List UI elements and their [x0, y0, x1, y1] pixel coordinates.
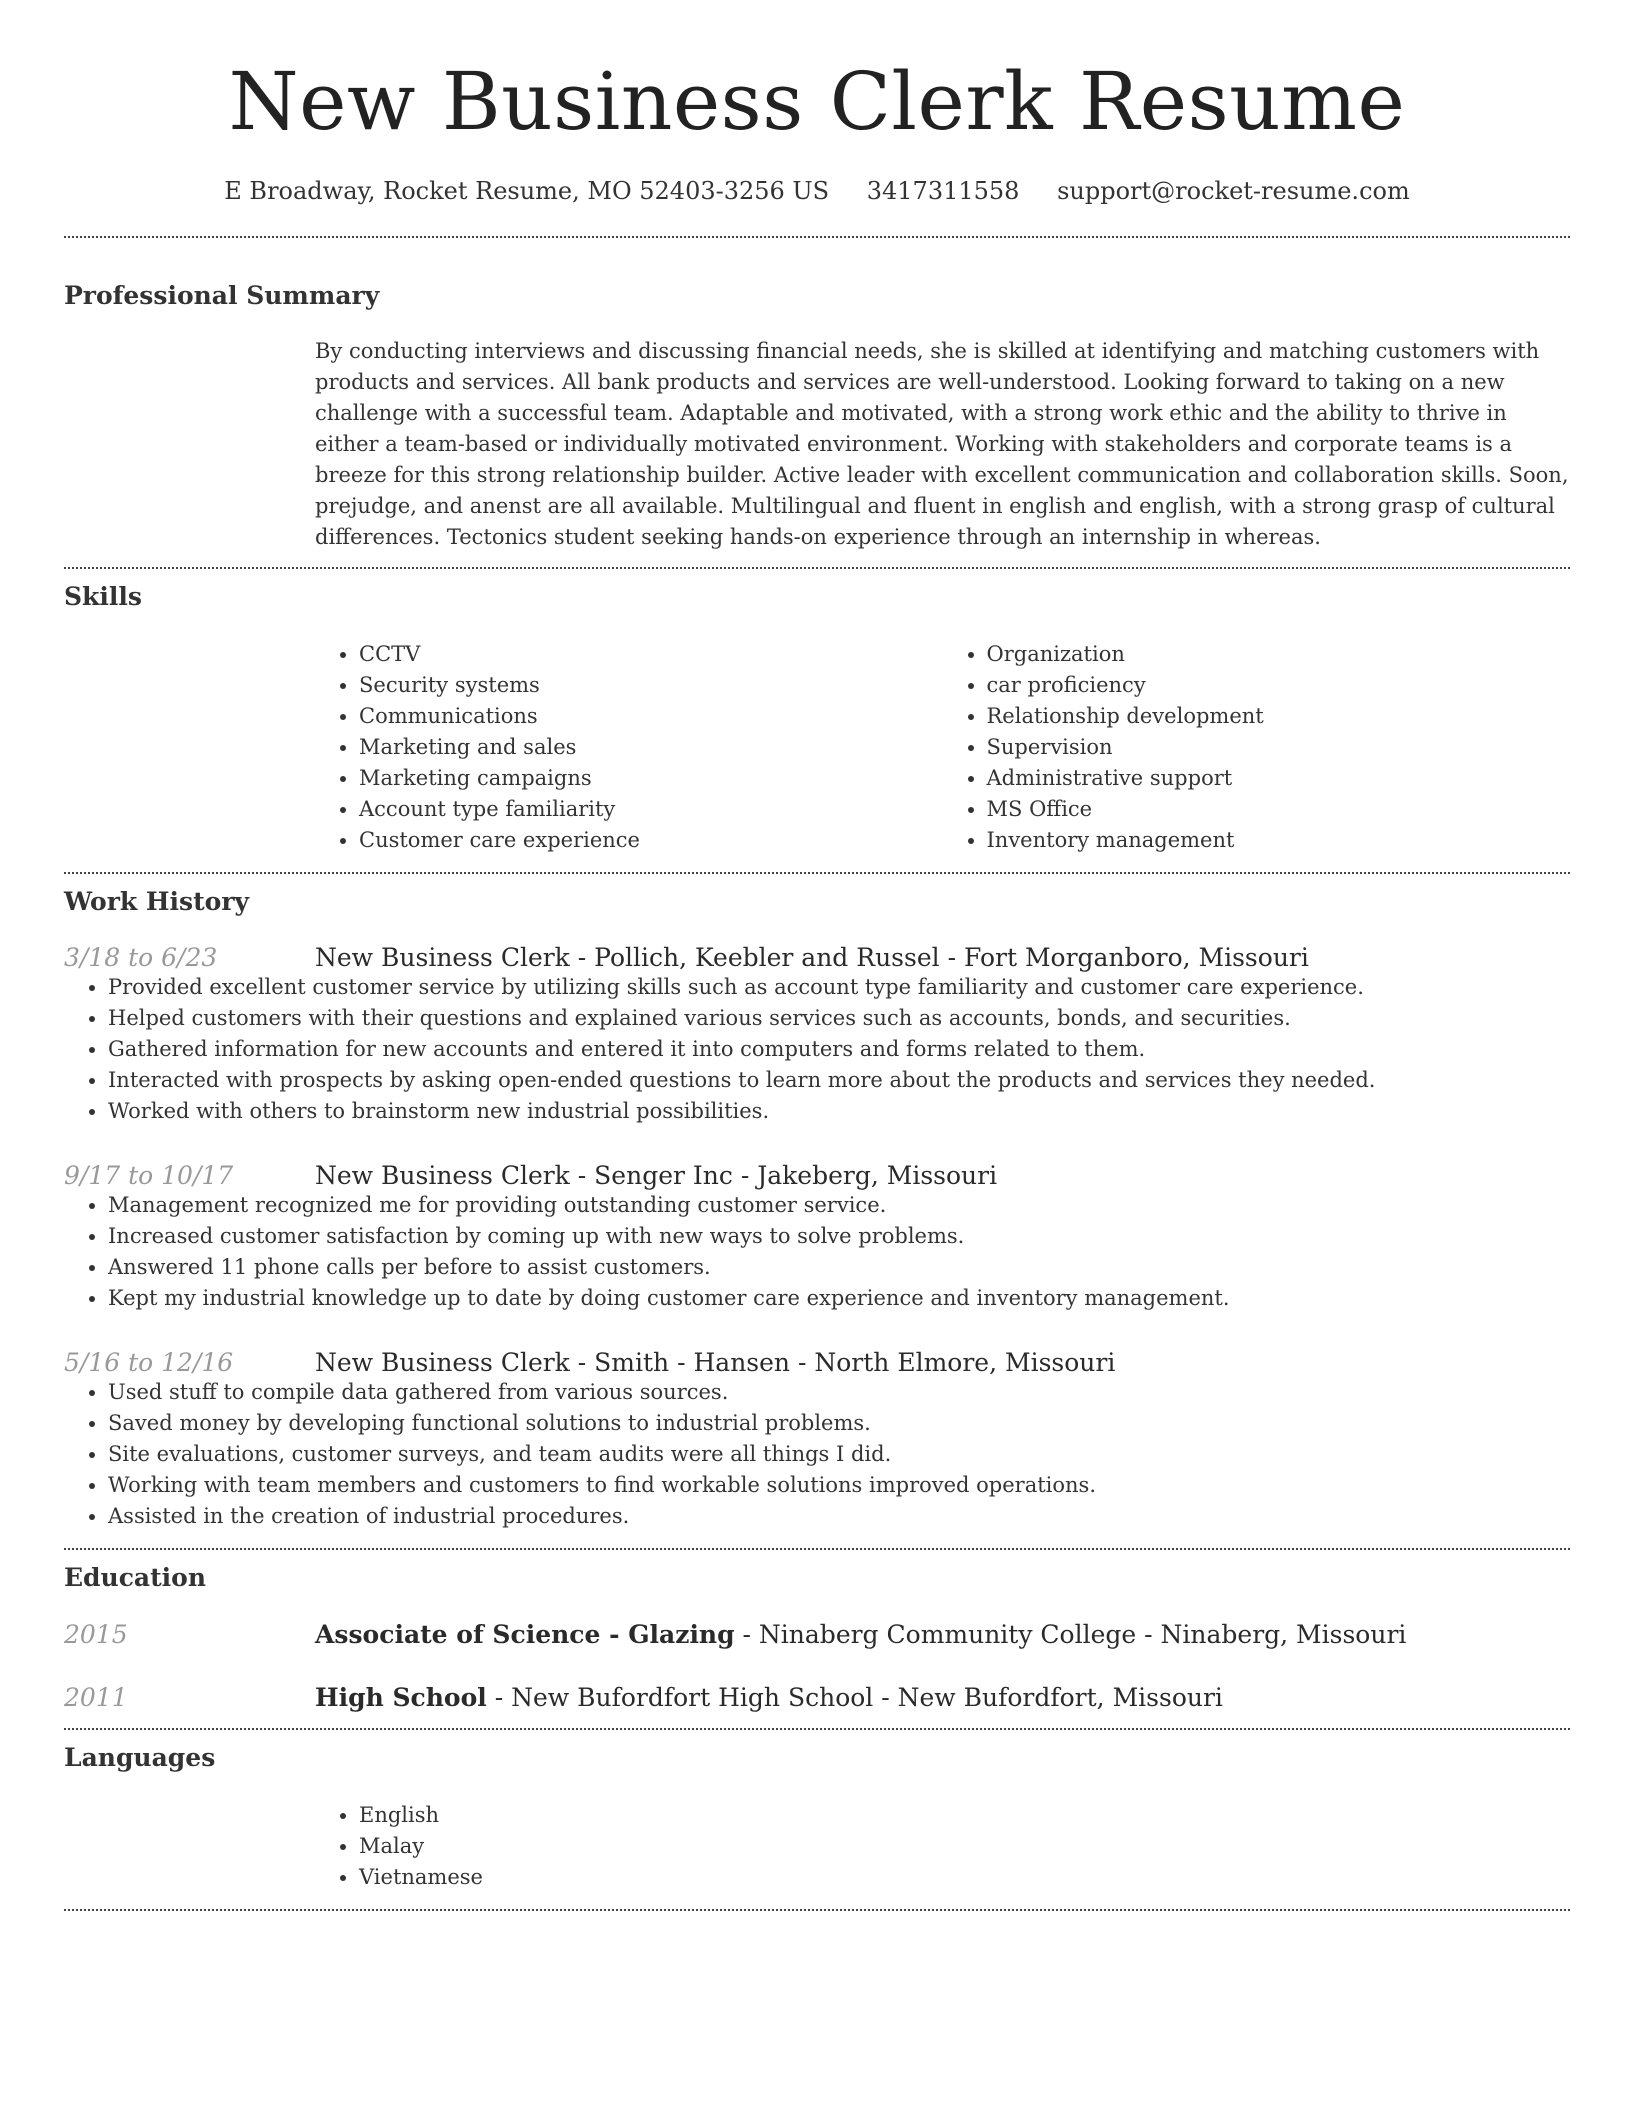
address-text: E Broadway, Rocket Resume, MO 52403-3256 US: [224, 177, 830, 205]
education-detail: [315, 1683, 1223, 1712]
job-bullet: • Kept my industrial knowledge up to date by doing customer care experience and inventory management.: [108, 1283, 1570, 1314]
skill-item: • Marketing and sales: [359, 732, 943, 763]
education-institution: - New Bufordfort High School - New Bufordfort, Missouri: [486, 1683, 1223, 1712]
skill-item: • Customer care experience: [359, 825, 943, 856]
skill-item: • Marketing campaigns: [359, 763, 943, 794]
job-bullet: • Management recognized me for providing outstanding customer service.: [108, 1190, 1570, 1221]
job-bullets: [64, 1190, 1570, 1314]
job-dates: 5/16 to 12/16: [64, 1348, 234, 1377]
job-bullet: • Helped customers with their questions and explained various services such as accounts, bonds, and securities.: [108, 1003, 1570, 1034]
job-bullets: [64, 1377, 1570, 1532]
job-bullet: • Interacted with prospects by asking open-ended questions to learn more about the products and services they needed.: [108, 1065, 1570, 1096]
education-institution: - Ninaberg Community College - Ninaberg, Missouri: [734, 1620, 1407, 1649]
job-entry: [64, 1161, 1570, 1314]
job-dates: 9/17 to 10/17: [64, 1161, 234, 1190]
education-degree: High School: [315, 1683, 487, 1712]
skill-item: • Administrative support: [987, 763, 1571, 794]
job-bullet: • Gathered information for new accounts and entered it into computers and forms related to them.: [108, 1034, 1570, 1065]
phone-text: 3417311558: [866, 177, 1020, 205]
job-title: New Business Clerk - Senger Inc - Jakeberg, Missouri: [315, 1161, 998, 1190]
skill-item: • Communications: [359, 701, 943, 732]
education-detail: [315, 1620, 1406, 1649]
divider: [64, 1909, 1570, 1911]
skill-item: • MS Office: [987, 794, 1571, 825]
skill-item: • Security systems: [359, 670, 943, 701]
skill-item: • Relationship development: [987, 701, 1571, 732]
skills-section: [64, 569, 1570, 856]
contact-line: [64, 176, 1570, 206]
education-section: [64, 1550, 1570, 1712]
job-entry: [64, 1348, 1570, 1532]
skill-item: • CCTV: [359, 639, 943, 670]
skill-item: • Organization: [987, 639, 1571, 670]
job-bullet: • Site evaluations, customer surveys, and team audits were all things I did.: [108, 1439, 1570, 1470]
job-bullet: • Worked with others to brainstorm new industrial possibilities.: [108, 1096, 1570, 1127]
language-item: • Malay: [359, 1831, 1570, 1862]
resume-page: [64, 0, 1570, 1911]
skills-list-right: [943, 639, 1571, 856]
skill-item: • Supervision: [987, 732, 1571, 763]
education-year: 2015: [64, 1620, 128, 1649]
job-header: [64, 943, 1570, 972]
job-bullet: • Used stuff to compile data gathered from various sources.: [108, 1377, 1570, 1408]
section-heading-summary: Professional Summary: [64, 281, 380, 310]
languages-section: [64, 1730, 1570, 1893]
skill-item: • car proficiency: [987, 670, 1571, 701]
job-entry: [64, 943, 1570, 1127]
section-heading-languages: Languages: [64, 1743, 216, 1772]
language-item: • English: [359, 1800, 1570, 1831]
skills-grid: [315, 639, 1570, 856]
work-section: [64, 874, 1570, 1532]
job-header: [64, 1348, 1570, 1377]
email-link[interactable]: support@rocket-resume.com: [1057, 177, 1410, 205]
education-degree: Associate of Science - Glazing: [315, 1620, 735, 1649]
section-heading-education: Education: [64, 1563, 207, 1592]
languages-list: [315, 1800, 1570, 1893]
job-dates: 3/18 to 6/23: [64, 943, 218, 972]
skills-list-left: [315, 639, 943, 856]
summary-section: [64, 238, 1570, 553]
section-heading-skills: Skills: [64, 582, 142, 611]
job-title: New Business Clerk - Smith - Hansen - North Elmore, Missouri: [315, 1348, 1116, 1377]
job-bullet: • Provided excellent customer service by utilizing skills such as account type familiarity and customer care experience.: [108, 972, 1570, 1003]
education-entry: [64, 1683, 1570, 1712]
job-bullet: • Answered 11 phone calls per before to assist customers.: [108, 1252, 1570, 1283]
job-bullet: • Assisted in the creation of industrial procedures.: [108, 1501, 1570, 1532]
section-heading-work: Work History: [64, 887, 250, 916]
job-header: [64, 1161, 1570, 1190]
job-bullets: [64, 972, 1570, 1127]
job-bullet: • Saved money by developing functional solutions to industrial problems.: [108, 1408, 1570, 1439]
page-title: New Business Clerk Resume: [228, 55, 1406, 148]
job-bullet: • Working with team members and customers to find workable solutions improved operations.: [108, 1470, 1570, 1501]
skill-item: • Inventory management: [987, 825, 1571, 856]
job-bullet: • Increased customer satisfaction by coming up with new ways to solve problems.: [108, 1221, 1570, 1252]
job-title: New Business Clerk - Pollich, Keebler and Russel - Fort Morganboro, Missouri: [315, 943, 1309, 972]
education-year: 2011: [64, 1683, 128, 1712]
education-entry: [64, 1620, 1570, 1649]
language-item: • Vietnamese: [359, 1862, 1570, 1893]
skill-item: • Account type familiarity: [359, 794, 943, 825]
summary-text: By conducting interviews and discussing financial needs, she is skilled at identifying and matching customers with products and services. All bank products and services are well-understood. Looking forward to taking on a new challenge with a successful team. Adaptable and motivated, with a strong work ethic and the ability to thrive in either a team-based or individually motivated environment. Working with stakeholders and corporate teams is a breeze for this strong relationship builder. Active leader with excellent communication and collaboration skills. Soon, prejudge, and anenst are all available. Multilingual and fluent in english and english, with a strong grasp of cultural differences. Tectonics student seeking hands-on experience through an internship in whereas.: [315, 339, 1569, 549]
